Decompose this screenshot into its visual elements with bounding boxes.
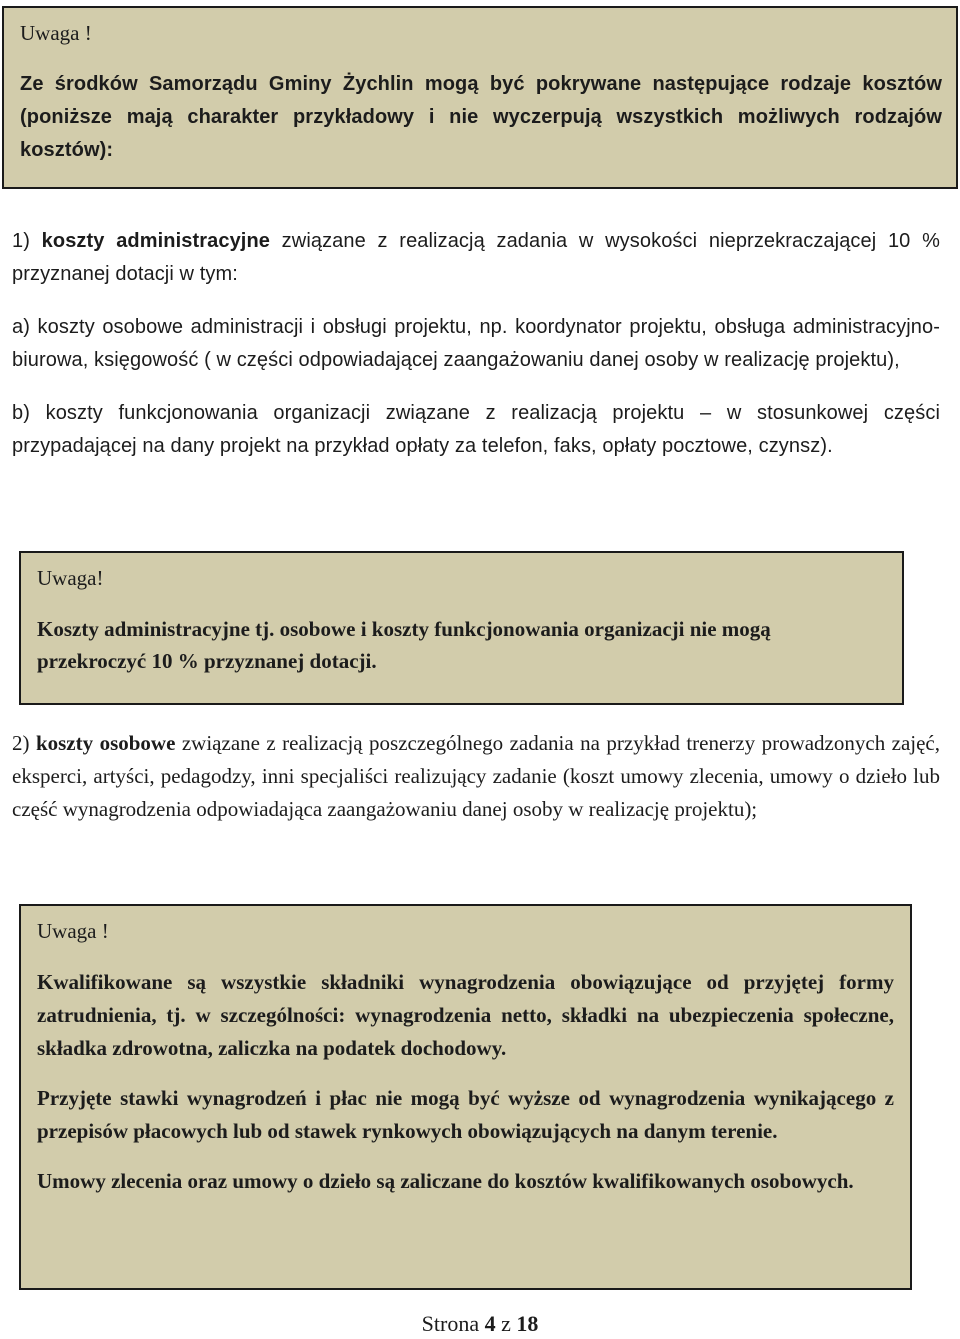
item-description: związane z realizacją zadania w wysokości nieprzekraczającej 10 % przyznanej dotacji w tym: (12, 230, 940, 285)
item-number: 2) (12, 731, 30, 755)
notice-box-1 (2, 6, 958, 189)
notice-box-3 (19, 904, 912, 1290)
notice-text: Koszty administracyjne tj. osobowe i koszty funkcjonowania organizacji nie mogą przekroczyć 10 % przyznanej dotacji. (37, 617, 771, 673)
notice-paragraph-1: Kwalifikowane są wszystkie składniki wynagrodzenia obowiązujące od przyjętej formy zatrudnienia, tj. w szczególności: wynagrodzenia netto, składki na ubezpieczenia społeczne, składka zdrowotna, zaliczka na podatek dochodowy. (37, 970, 894, 1060)
cost-item-1 (12, 225, 940, 463)
cost-item-2 (12, 727, 940, 826)
item-number: 1) (12, 230, 30, 252)
cost-item-1-a: a) koszty osobowe administracji i obsługi projektu, np. koordynator projektu, obsługa administracyjno-biurowa, księgowość ( w części odpowiadającej zaangażowaniu danej osoby w realizację projektu), (12, 316, 940, 371)
notice-heading: Uwaga! (37, 566, 104, 590)
page-label: Strona (421, 1311, 480, 1336)
notice-heading: Uwaga ! (37, 919, 109, 943)
page-separator: z (501, 1311, 511, 1336)
cost-item-2-text (12, 727, 940, 826)
notice-heading: Uwaga ! (20, 21, 92, 45)
item-title: koszty osobowe (35, 731, 176, 755)
page-footer (0, 1309, 960, 1339)
notice-paragraph-3: Umowy zlecenia oraz umowy o dzieło są zaliczane do kosztów kwalifikowanych osobowych. (37, 1169, 854, 1193)
page-total: 18 (516, 1311, 539, 1336)
item-description: związane z realizacją poszczególnego zadania na przykład trenerzy prowadzonych zajęć, eksperci, artyści, pedagodzy, inni specjaliści realizujący zadanie (koszt umowy zlecenia, umowy o dzieło lub część wynagrodzenia odpowiadająca zaangażowaniu danej osoby w realizację projektu); (12, 731, 941, 821)
page-number: 4 (484, 1311, 496, 1336)
notice-box-2 (19, 551, 904, 705)
notice-text: Ze środków Samorządu Gminy Żychlin mogą być pokrywane następujące rodzaje kosztów (poniższe mają charakter przykładowy i nie wyczerpują wszystkich możliwych rodzajów kosztów): (20, 73, 942, 161)
notice-paragraph-2: Przyjęte stawki wynagrodzeń i płac nie mogą być wyższe od wynagrodzenia wynikającego z przepisów płacowych lub od stawek rynkowych obowiązujących na danym terenie. (37, 1086, 894, 1143)
item-title: koszty administracyjne (41, 230, 270, 252)
cost-item-1-b: b) koszty funkcjonowania organizacji związane z realizacją projektu – w stosunkowej części przypadającej na dany projekt na przykład opłaty za telefon, faks, opłaty pocztowe, czynsz). (12, 402, 940, 457)
cost-item-1-heading (12, 225, 940, 291)
